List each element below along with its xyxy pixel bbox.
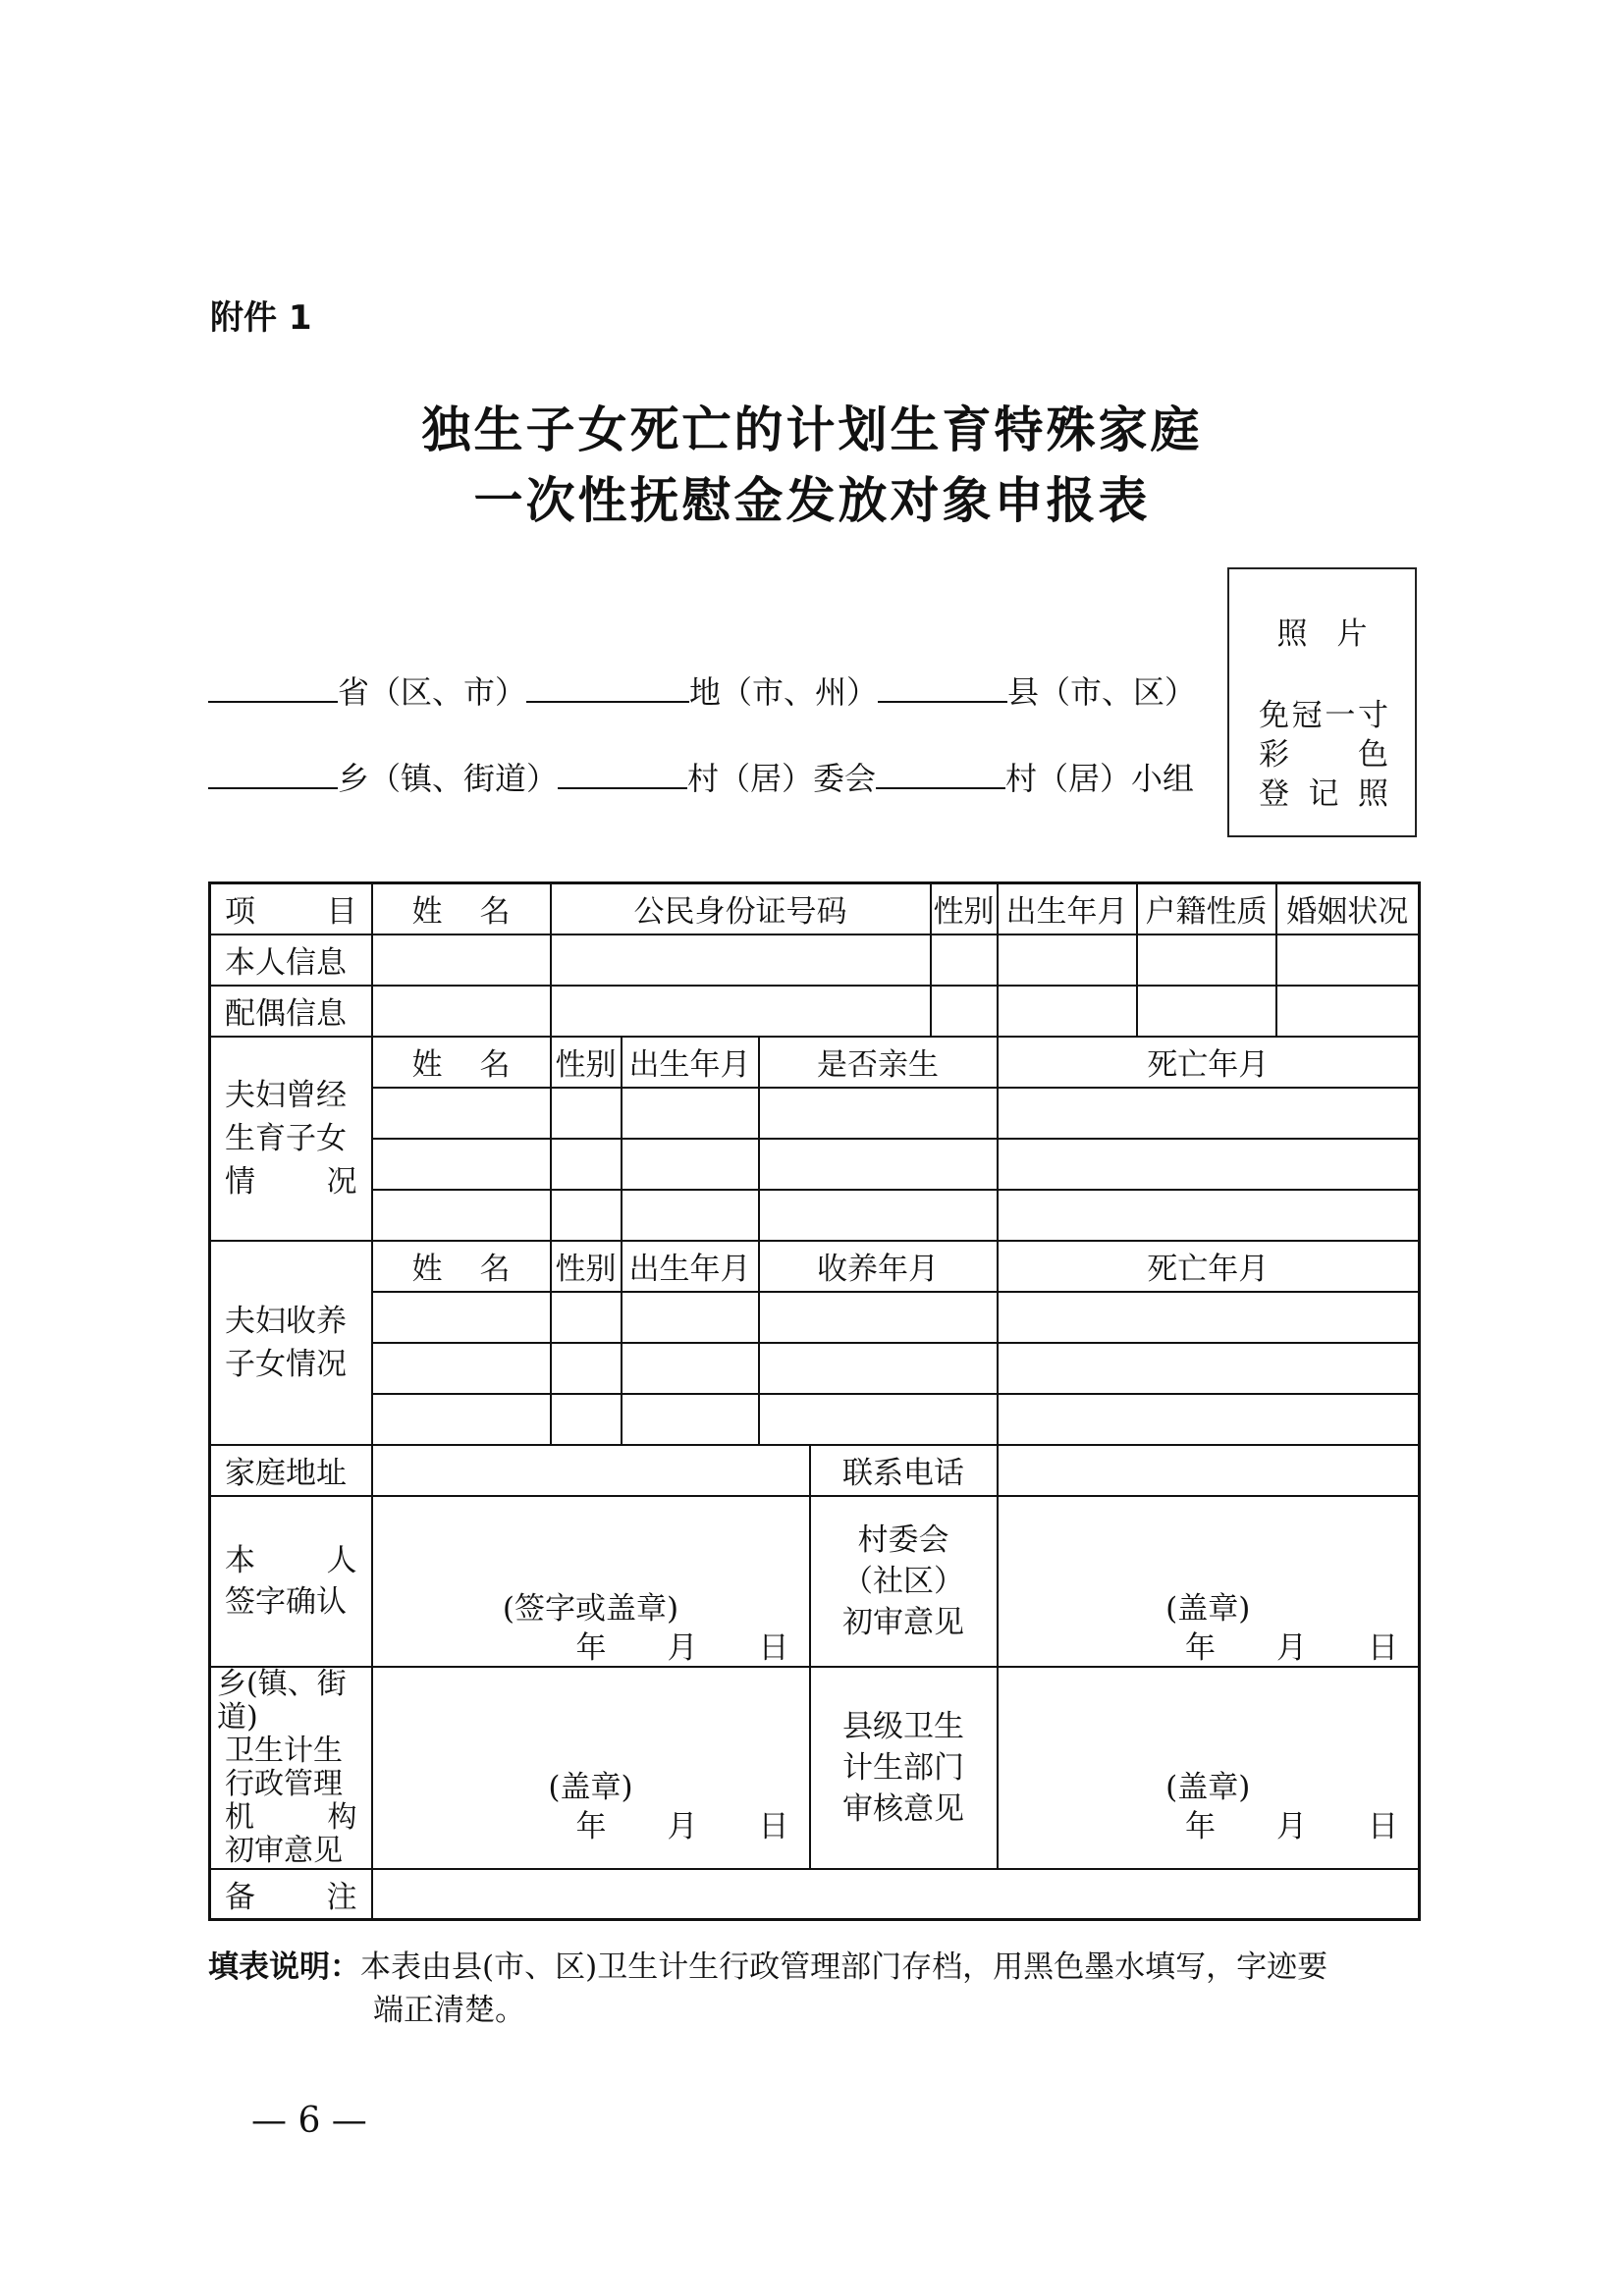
- county-review-line3: 审核意见: [842, 1790, 964, 1827]
- township-review-cell[interactable]: [372, 1667, 810, 1869]
- children-header-birth: 出生年月: [622, 1037, 759, 1088]
- spouse-id-cell[interactable]: [551, 986, 931, 1037]
- header-gender: 性别: [931, 883, 998, 934]
- spouse-birth-cell[interactable]: [998, 986, 1137, 1037]
- self-hukou-cell[interactable]: [1137, 934, 1276, 986]
- photo-spec-line1: 免冠一寸: [1259, 698, 1388, 733]
- village-committee-label: 村（居）委会: [687, 760, 877, 797]
- adopted-death-cell[interactable]: [998, 1343, 1420, 1394]
- child-death-cell[interactable]: [998, 1088, 1420, 1139]
- self-name-cell[interactable]: [372, 934, 551, 986]
- village-group-blank[interactable]: [876, 758, 1005, 789]
- adopted-section-label: [210, 1241, 372, 1445]
- village-committee-blank[interactable]: [558, 758, 687, 789]
- fill-instructions: [208, 1946, 1426, 2032]
- county-review-note: (盖章): [1165, 1769, 1251, 1805]
- child-biological-cell[interactable]: [759, 1088, 998, 1139]
- township-review-line5: 初审意见: [225, 1833, 343, 1868]
- province-label: 省（区、市）: [338, 673, 527, 711]
- address-row-2: [208, 758, 1194, 797]
- adopted-death-cell[interactable]: [998, 1394, 1420, 1445]
- adopted-name-cell[interactable]: [372, 1292, 551, 1343]
- township-review-date: 年 月 日: [575, 1808, 789, 1844]
- county-review-cell[interactable]: [998, 1667, 1420, 1869]
- province-blank[interactable]: [208, 671, 338, 703]
- children-header-biological: 是否亲生: [759, 1037, 998, 1088]
- home-address-cell[interactable]: [372, 1445, 810, 1496]
- village-review-cell[interactable]: [998, 1496, 1420, 1667]
- self-sign-date: 年 月 日: [575, 1629, 789, 1666]
- photo-box[interactable]: [1227, 567, 1417, 837]
- child-death-cell[interactable]: [998, 1139, 1420, 1190]
- children-header-name: 姓名: [372, 1037, 551, 1088]
- remarks-label: 备注: [210, 1869, 372, 1920]
- adopted-header-name: 姓名: [372, 1241, 551, 1292]
- child-birth-cell[interactable]: [622, 1190, 759, 1241]
- adopted-gender-cell[interactable]: [551, 1292, 622, 1343]
- child-birth-cell[interactable]: [622, 1088, 759, 1139]
- adopted-date-cell[interactable]: [759, 1343, 998, 1394]
- fill-instructions-text2: 端正清楚。: [373, 1993, 525, 2028]
- page-number: — 6 —: [251, 2101, 367, 2141]
- phone-label: 联系电话: [810, 1445, 998, 1496]
- township-label: 乡（镇、街道）: [338, 760, 559, 797]
- self-marital-cell[interactable]: [1276, 934, 1420, 986]
- village-review-line1: 村委会: [857, 1522, 949, 1558]
- adopted-name-cell[interactable]: [372, 1343, 551, 1394]
- children-label-line3: 情况: [225, 1163, 357, 1200]
- township-review-line1: 乡(镇、街道): [217, 1666, 347, 1735]
- self-sign-label: [210, 1496, 372, 1667]
- attachment-label: 附件 1: [210, 298, 312, 338]
- photo-title: 照片: [1276, 616, 1397, 652]
- self-sign-line1: 本人: [225, 1542, 357, 1578]
- fill-instructions-label: 填表说明：: [208, 1949, 360, 1985]
- county-label: 县（市、区）: [1007, 673, 1197, 711]
- county-blank[interactable]: [878, 671, 1007, 703]
- self-id-cell[interactable]: [551, 934, 931, 986]
- self-birth-cell[interactable]: [998, 934, 1137, 986]
- child-gender-cell[interactable]: [551, 1190, 622, 1241]
- township-review-line4: 机构: [225, 1799, 357, 1835]
- header-birth: 出生年月: [998, 883, 1137, 934]
- county-review-date: 年 月 日: [1185, 1808, 1398, 1844]
- village-review-note: (盖章): [1165, 1590, 1251, 1627]
- self-sign-line2: 签字确认: [225, 1583, 347, 1620]
- spouse-hukou-cell[interactable]: [1137, 986, 1276, 1037]
- township-blank[interactable]: [208, 758, 338, 789]
- header-marital: 婚姻状况: [1276, 883, 1420, 934]
- township-review-line3: 行政管理: [225, 1766, 343, 1801]
- child-biological-cell[interactable]: [759, 1139, 998, 1190]
- photo-spec-line2: 彩色: [1259, 737, 1388, 773]
- spouse-name-cell[interactable]: [372, 986, 551, 1037]
- village-review-date: 年 月 日: [1185, 1629, 1398, 1666]
- address-row-1: [208, 671, 1196, 711]
- form-title-line2: 一次性抚慰金发放对象申报表: [473, 471, 1151, 529]
- child-name-cell[interactable]: [372, 1088, 551, 1139]
- township-review-label: [210, 1667, 372, 1869]
- adopted-header-death: 死亡年月: [998, 1241, 1420, 1292]
- prefecture-blank[interactable]: [526, 671, 689, 703]
- county-review-line1: 县级卫生: [842, 1708, 964, 1744]
- header-hukou: 户籍性质: [1137, 883, 1276, 934]
- county-review-line2: 计生部门: [842, 1749, 964, 1786]
- phone-cell[interactable]: [998, 1445, 1420, 1496]
- child-birth-cell[interactable]: [622, 1139, 759, 1190]
- child-gender-cell[interactable]: [551, 1088, 622, 1139]
- township-review-line2: 卫生计生: [225, 1733, 343, 1768]
- adopted-death-cell[interactable]: [998, 1292, 1420, 1343]
- village-review-label: [810, 1496, 998, 1667]
- village-group-label: 村（居）小组: [1005, 760, 1195, 797]
- child-death-cell[interactable]: [998, 1190, 1420, 1241]
- child-biological-cell[interactable]: [759, 1190, 998, 1241]
- village-review-line2: （社区）: [842, 1563, 964, 1599]
- children-label-line1: 夫妇曾经: [225, 1077, 347, 1113]
- adopted-header-birth: 出生年月: [622, 1241, 759, 1292]
- adopted-birth-cell[interactable]: [622, 1292, 759, 1343]
- child-name-cell[interactable]: [372, 1190, 551, 1241]
- header-id: 公民身份证号码: [551, 883, 931, 934]
- village-review-line3: 初审意见: [842, 1604, 964, 1640]
- spouse-gender-cell[interactable]: [931, 986, 998, 1037]
- adopted-birth-cell[interactable]: [622, 1343, 759, 1394]
- adopted-header-adopt-date: 收养年月: [759, 1241, 998, 1292]
- adopted-date-cell[interactable]: [759, 1292, 998, 1343]
- header-name: 姓名: [372, 883, 551, 934]
- self-sign-note: (签字或盖章): [502, 1590, 679, 1627]
- adopted-header-gender: 性别: [551, 1241, 622, 1292]
- county-review-label: [810, 1667, 998, 1869]
- adopted-birth-cell[interactable]: [622, 1394, 759, 1445]
- spouse-marital-cell[interactable]: [1276, 986, 1420, 1037]
- adopted-label-line2: 子女情况: [225, 1346, 347, 1382]
- spouse-info-label: 配偶信息: [210, 986, 372, 1037]
- child-name-cell[interactable]: [372, 1139, 551, 1190]
- children-section-label: [210, 1037, 372, 1241]
- home-address-label: 家庭地址: [210, 1445, 372, 1496]
- adopted-label-line1: 夫妇收养: [225, 1303, 347, 1339]
- self-info-label: 本人信息: [210, 934, 372, 986]
- children-label-line2: 生育子女: [225, 1120, 347, 1156]
- prefecture-label: 地（市、州）: [689, 673, 879, 711]
- remarks-cell[interactable]: [372, 1869, 1420, 1920]
- self-sign-cell[interactable]: [372, 1496, 810, 1667]
- form-title-line1: 独生子女死亡的计划生育特殊家庭: [421, 400, 1203, 458]
- adopted-gender-cell[interactable]: [551, 1394, 622, 1445]
- application-table: [208, 881, 1421, 1921]
- fill-instructions-text1: 本表由县(市、区)卫生计生行政管理部门存档，用黑色墨水填写，字迹要: [360, 1949, 1328, 1985]
- children-header-gender: 性别: [551, 1037, 622, 1088]
- township-review-note: (盖章): [548, 1769, 633, 1805]
- adopted-date-cell[interactable]: [759, 1394, 998, 1445]
- children-header-death: 死亡年月: [998, 1037, 1420, 1088]
- adopted-gender-cell[interactable]: [551, 1343, 622, 1394]
- header-item: 项目: [210, 883, 372, 934]
- adopted-name-cell[interactable]: [372, 1394, 551, 1445]
- photo-spec-line3: 登记照: [1259, 776, 1388, 812]
- self-gender-cell[interactable]: [931, 934, 998, 986]
- child-gender-cell[interactable]: [551, 1139, 622, 1190]
